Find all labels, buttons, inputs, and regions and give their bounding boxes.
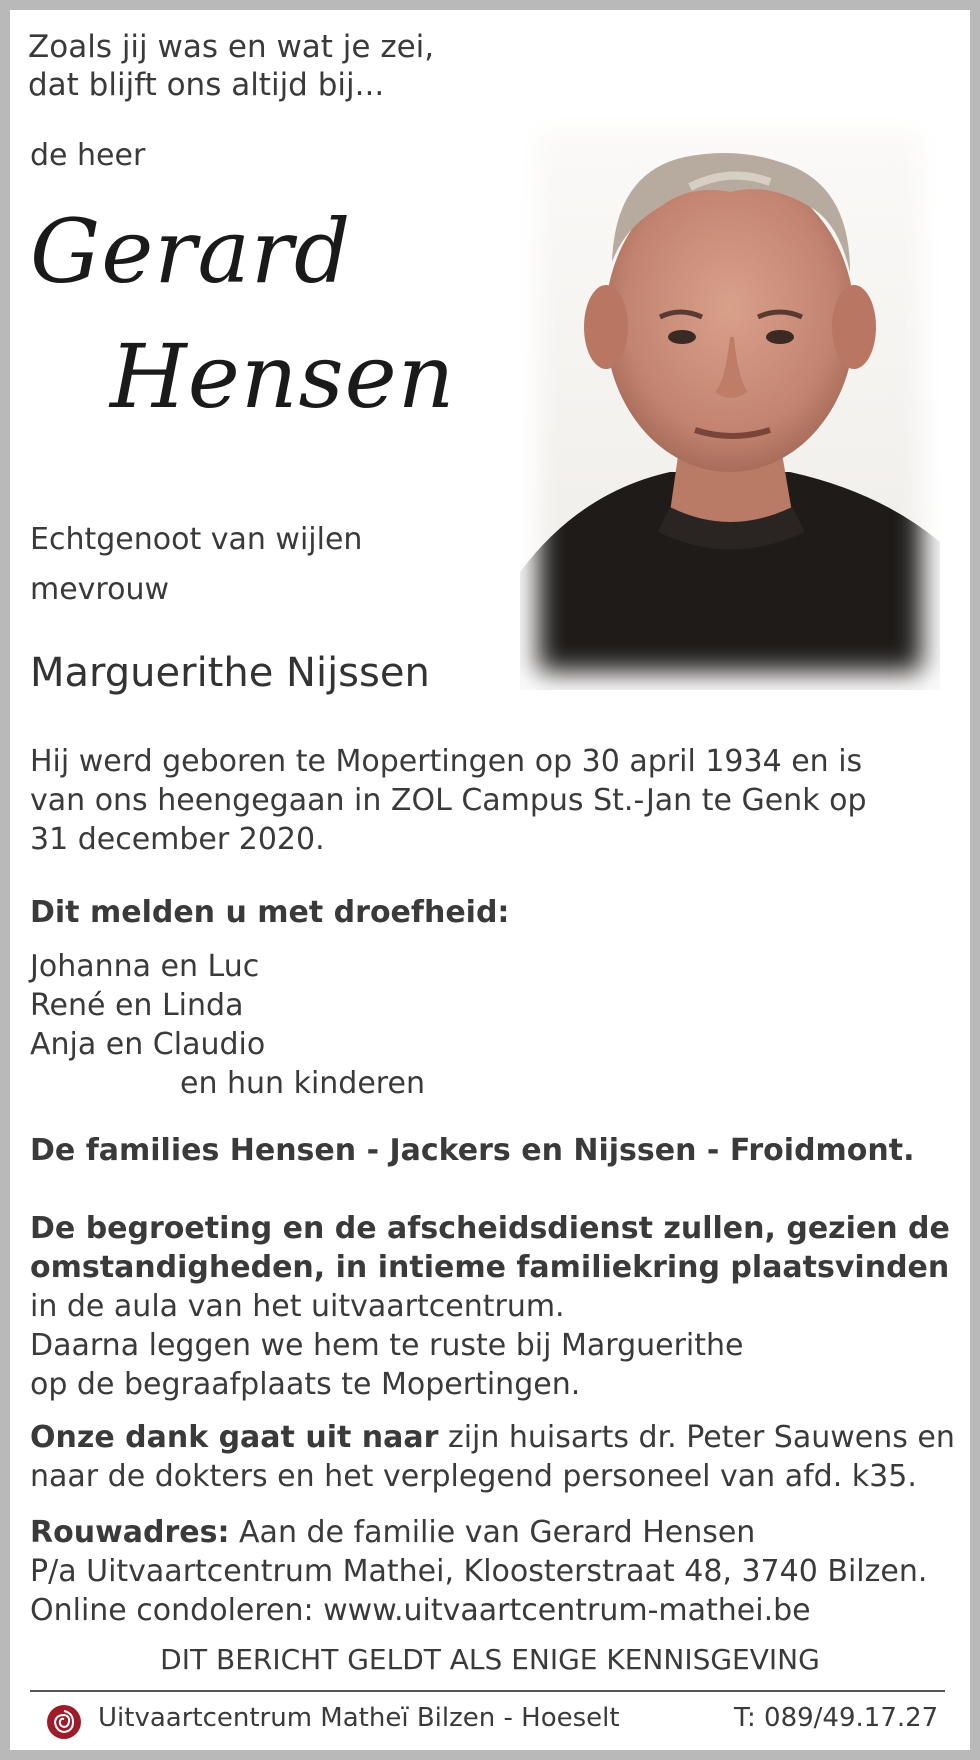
thanks-line-2: naar de dokters en het verplegend personeel van afd. k35.: [30, 1459, 917, 1494]
deceased-title: de heer: [30, 138, 146, 173]
deceased-last-name: Hensen: [110, 325, 456, 428]
funeral-home-name: Uitvaartcentrum Matheï Bilzen - Hoeselt: [98, 1703, 620, 1733]
footer-divider: [30, 1690, 945, 1692]
address-label: Rouwadres:: [30, 1515, 230, 1550]
birth-details: [30, 742, 867, 859]
child-entry: René en Linda: [30, 988, 244, 1023]
children-list: [30, 947, 425, 1103]
notice-heading: Dit melden u met droefheid:: [30, 895, 510, 930]
thanks-line-1: zijn huisarts dr. Peter Sauwens en: [438, 1420, 955, 1455]
service-details: [30, 1209, 950, 1404]
grandchildren-entry: en hun kinderen: [180, 1066, 425, 1101]
quote-line-1: Zoals jij was en wat je zei,: [28, 29, 435, 65]
thanks-section: [30, 1418, 955, 1496]
condolence-link[interactable]: Online condoleren: www.uitvaartcentrum-mathei.be: [30, 1593, 811, 1628]
address-line-1: Aan de familie van Gerard Hensen: [229, 1515, 756, 1550]
families-line: De families Hensen - Jackers en Nijssen - Froidmont.: [30, 1133, 915, 1168]
address-section: [30, 1513, 927, 1630]
opening-quote: [28, 28, 434, 104]
spouse-intro: [30, 515, 362, 615]
birth-line-1: Hij werd geboren te Mopertingen op 30 april 1934 en is: [30, 744, 863, 779]
portrait-photo: [520, 112, 940, 690]
service-line-4: Daarna leggen we hem te ruste bij Marguerithe: [30, 1328, 744, 1363]
address-line-2: P/a Uitvaartcentrum Mathei, Kloosterstraat 48, 3740 Bilzen.: [30, 1554, 928, 1589]
service-line-1: De begroeting en de afscheidsdienst zullen, gezien de: [30, 1211, 950, 1246]
funeral-home-phone: T: 089/49.17.27: [734, 1703, 939, 1733]
service-line-5: op de begraafplaats te Mopertingen.: [30, 1367, 581, 1402]
quote-line-2: dat blijft ons altijd bij...: [28, 67, 385, 103]
rose-icon: [46, 1704, 82, 1740]
birth-line-2: van ons heengegaan in ZOL Campus St.-Jan te Genk op: [30, 783, 867, 818]
final-notice: DIT BERICHT GELDT ALS ENIGE KENNISGEVING: [160, 1643, 820, 1676]
deceased-first-name: Gerard: [30, 200, 352, 303]
birth-line-3: 31 december 2020.: [30, 822, 325, 857]
spouse-intro-line-1: Echtgenoot van wijlen: [30, 522, 363, 557]
child-entry: Johanna en Luc: [30, 949, 260, 984]
child-entry: Anja en Claudio: [30, 1027, 266, 1062]
spouse-intro-line-2: mevrouw: [30, 572, 170, 607]
thanks-label: Onze dank gaat uit naar: [30, 1420, 439, 1455]
spouse-name: Marguerithe Nijssen: [30, 650, 430, 696]
service-line-2: omstandigheden, in intieme familiekring plaatsvinden: [30, 1250, 950, 1285]
service-line-3: in de aula van het uitvaartcentrum.: [30, 1289, 565, 1324]
